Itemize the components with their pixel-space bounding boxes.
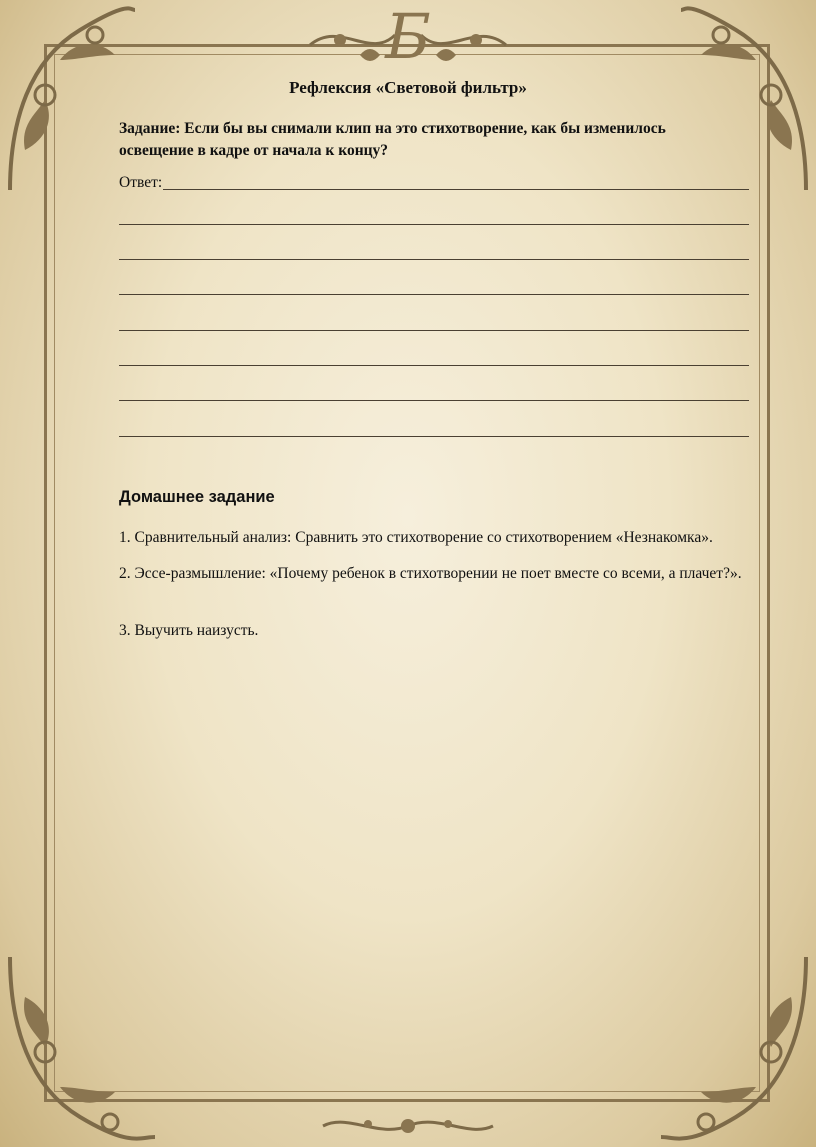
answer-label: Ответ: [119, 174, 163, 191]
answer-line[interactable] [119, 436, 749, 437]
answer-line[interactable] [163, 189, 749, 190]
homework-title: Домашнее задание [119, 488, 275, 506]
answer-line[interactable] [119, 400, 749, 401]
task-text: Задание: Если бы вы снимали клип на это стихотворение, как бы изменилось освещение в кадре от начала к концу? [119, 120, 666, 159]
answer-line[interactable] [119, 259, 749, 260]
answer-line[interactable] [119, 330, 749, 331]
answer-line[interactable] [119, 224, 749, 225]
answer-line[interactable] [119, 365, 749, 366]
page-title: Рефлексия «Световой фильтр» [289, 78, 527, 97]
corner-ornament-top-left [0, 0, 140, 200]
homework-item: 2. Эссе-размышление: «Почему ребенок в стихотворении не поет вместе со всеми, а плачет?». [119, 565, 742, 582]
corner-ornament-bottom-left [0, 947, 160, 1147]
top-ornament [300, 0, 516, 70]
homework-item: 1. Сравнительный анализ: Сравнить это стихотворение со стихотворением «Незнакомка». [119, 529, 713, 546]
bottom-ornament [318, 1108, 498, 1144]
homework-item: 3. Выучить наизусть. [119, 622, 259, 639]
answer-line[interactable] [119, 294, 749, 295]
corner-ornament-bottom-right [656, 947, 816, 1147]
monogram-letter: Б [385, 0, 431, 70]
corner-ornament-top-right [676, 0, 816, 200]
